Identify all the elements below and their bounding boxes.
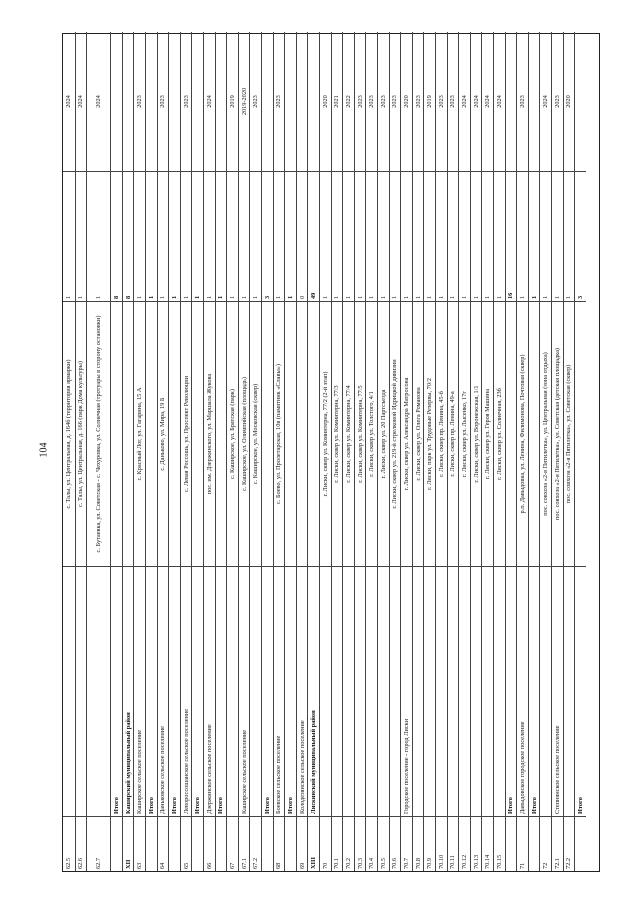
table-row bbox=[400, 32, 412, 871]
row-number: 70.3 bbox=[355, 816, 366, 871]
row-number: 70.2 bbox=[343, 816, 354, 871]
implementation-year: 2023 bbox=[414, 95, 422, 108]
implementation-year: 2020 bbox=[321, 95, 329, 108]
table-row bbox=[75, 32, 87, 871]
settlement-name bbox=[424, 566, 435, 816]
row-number bbox=[506, 816, 517, 871]
row-number bbox=[575, 816, 586, 871]
table-row bbox=[180, 32, 192, 871]
settlement-name: Каширский муниципальный район bbox=[123, 566, 134, 816]
settlement-name: Итого bbox=[146, 566, 157, 816]
row-number: 71 bbox=[517, 816, 528, 871]
object-address: с. Каширское, ул. Московская (сквер) bbox=[250, 301, 261, 566]
object-address bbox=[575, 301, 586, 566]
table-row bbox=[63, 32, 75, 871]
object-address bbox=[529, 301, 540, 566]
object-address bbox=[146, 301, 157, 566]
object-address: г. Лиски, сквер ул. Коминтерна, 77/2 (2-й этап) bbox=[320, 301, 331, 566]
object-count: 1 bbox=[216, 171, 227, 301]
table-row bbox=[365, 32, 377, 871]
object-address: г. Лиски, сквер ул. Солнечная, 23б bbox=[494, 301, 505, 566]
object-count: 1 bbox=[274, 171, 285, 301]
settlement-name: Итого bbox=[111, 566, 122, 816]
object-count: 1 bbox=[355, 171, 366, 301]
object-address: пос. им. Дзержинского, ул. Маршала Жукова bbox=[204, 301, 215, 566]
table-row bbox=[168, 32, 180, 871]
row-number bbox=[216, 816, 227, 871]
table-row bbox=[574, 32, 586, 871]
table-row bbox=[551, 32, 563, 871]
implementation-year bbox=[111, 32, 122, 171]
implementation-year: 2024 bbox=[95, 95, 103, 108]
row-number: 70.5 bbox=[378, 816, 389, 871]
implementation-year bbox=[285, 32, 296, 171]
improvement-objects-table bbox=[62, 33, 600, 872]
row-number: 67.1 bbox=[239, 816, 250, 871]
settlement-name: Дзержинское сельское поселение bbox=[204, 566, 215, 816]
row-number: 72.2 bbox=[564, 816, 575, 871]
table-row bbox=[191, 32, 203, 871]
settlement-name bbox=[250, 566, 261, 816]
implementation-year: 2019 bbox=[228, 95, 236, 108]
table-row bbox=[470, 32, 482, 871]
object-count: 3 bbox=[262, 171, 273, 301]
object-count: 1 bbox=[436, 171, 447, 301]
object-count: 1 bbox=[134, 171, 145, 301]
implementation-year bbox=[123, 32, 134, 171]
object-address: г. Лиски, сквер ул. Александра Матросова bbox=[401, 301, 412, 566]
object-address bbox=[297, 301, 308, 566]
object-count: 1 bbox=[482, 171, 493, 301]
settlement-name: Итого bbox=[529, 566, 540, 816]
row-number: XII bbox=[123, 816, 134, 871]
settlement-name: Каширское сельское поселение bbox=[239, 566, 250, 816]
page-number: 104 bbox=[38, 442, 50, 458]
table-row bbox=[481, 32, 493, 871]
settlement-name: Лискинский муниципальный район bbox=[308, 566, 319, 816]
object-count: 1 bbox=[540, 171, 551, 301]
object-address: г. Лиски, сквер ул. Толстого, 4/1 bbox=[366, 301, 377, 566]
implementation-year bbox=[506, 32, 517, 171]
settlement-name: Итого bbox=[506, 566, 517, 816]
settlement-name: Степнянское сельское поселение bbox=[552, 566, 563, 816]
settlement-name bbox=[494, 566, 505, 816]
object-address: с. Бутаевка, ул. Советская - с. Чехуровка, ул. Солнечная (тротуары в сторону остановки) bbox=[87, 301, 110, 566]
object-address: г. Лиски, парк ул. Трудовые Резервы, 70/2 bbox=[424, 301, 435, 566]
implementation-year bbox=[192, 32, 203, 171]
settlement-name bbox=[471, 566, 482, 816]
object-address: г. Лиски, сквер ул. Олега Романова bbox=[413, 301, 424, 566]
table-row bbox=[435, 32, 447, 871]
table-row bbox=[157, 32, 169, 871]
row-number: 67 bbox=[227, 816, 238, 871]
object-count: 1 bbox=[181, 171, 192, 301]
settlement-name bbox=[540, 566, 551, 816]
settlement-name: Итого bbox=[285, 566, 296, 816]
settlement-name: Каширское сельское поселение bbox=[134, 566, 145, 816]
object-count: 1 bbox=[285, 171, 296, 301]
settlement-name: Итого bbox=[262, 566, 273, 816]
implementation-year: 2024 bbox=[495, 95, 503, 108]
settlement-name: Даньковское сельское поселение bbox=[158, 566, 169, 816]
object-address: г. Лиски, сквер ул. Коминтерна, 77/3 bbox=[332, 301, 343, 566]
settlement-name: Давыдовское городское поселение bbox=[517, 566, 528, 816]
row-number bbox=[285, 816, 296, 871]
object-address: с. Красный Лог, ул. Гагарина, 15 А bbox=[134, 301, 145, 566]
implementation-year: 2024 bbox=[460, 95, 468, 108]
settlement-name bbox=[366, 566, 377, 816]
object-count: 1 bbox=[227, 171, 238, 301]
object-address bbox=[262, 301, 273, 566]
object-address: г. Лиски, сквер пр. Ленина, 45-б bbox=[436, 301, 447, 566]
table-row bbox=[261, 32, 273, 871]
settlement-name bbox=[87, 566, 110, 816]
row-number: 62.6 bbox=[76, 816, 87, 871]
implementation-year: 2024 bbox=[484, 95, 492, 108]
settlement-name bbox=[320, 566, 331, 816]
object-address: с. Талы, ул. Центральная, д. 166 (парк Дома культуры) bbox=[76, 301, 87, 566]
implementation-year: 2024 bbox=[77, 95, 85, 108]
object-count: 1 bbox=[564, 171, 575, 301]
row-number: 70.9 bbox=[424, 816, 435, 871]
table-row bbox=[319, 32, 331, 871]
implementation-year: 2024 bbox=[472, 95, 480, 108]
object-count: 1 bbox=[250, 171, 261, 301]
row-number: 62.5 bbox=[63, 816, 75, 871]
object-address: г. Лиски, сквер пр. Ленина, 49-а bbox=[448, 301, 459, 566]
row-number: 63 bbox=[134, 816, 145, 871]
table-row bbox=[377, 32, 389, 871]
table-row bbox=[296, 32, 308, 871]
object-count: 16 bbox=[506, 171, 517, 301]
object-address: с. Боево, ул. Пролетарская, 10в (памятник «Славы») bbox=[274, 301, 285, 566]
implementation-year bbox=[169, 32, 180, 171]
object-address bbox=[169, 301, 180, 566]
row-number: 70.8 bbox=[413, 816, 424, 871]
row-number bbox=[169, 816, 180, 871]
implementation-year bbox=[216, 32, 227, 171]
row-number: 65 bbox=[181, 816, 192, 871]
row-number: XIII bbox=[308, 816, 319, 871]
implementation-year bbox=[297, 32, 308, 171]
implementation-year: 2019-2020 bbox=[240, 87, 248, 116]
row-number: 70.6 bbox=[390, 816, 401, 871]
table-row bbox=[145, 32, 157, 871]
object-count: 1 bbox=[424, 171, 435, 301]
table-row bbox=[563, 32, 575, 871]
settlement-name: Итого bbox=[192, 566, 203, 816]
row-number: 70.1 bbox=[332, 816, 343, 871]
table-row bbox=[528, 32, 540, 871]
object-count: 1 bbox=[320, 171, 331, 301]
object-count: 1 bbox=[378, 171, 389, 301]
object-address: г. Лиски, сквер ул. Коминтерна, 77/5 bbox=[355, 301, 366, 566]
row-number bbox=[146, 816, 157, 871]
row-number: 70.15 bbox=[494, 816, 505, 871]
object-address bbox=[123, 301, 134, 566]
settlement-name bbox=[227, 566, 238, 816]
object-count: 8 bbox=[111, 171, 122, 301]
object-address: с. Каширское, ул. Олимпийская (площадь) bbox=[239, 301, 250, 566]
row-number: 72.1 bbox=[552, 816, 563, 871]
settlement-name: Городское поселение - город Лиски bbox=[401, 566, 412, 816]
implementation-year: 2024 bbox=[65, 95, 73, 108]
table-row bbox=[458, 32, 470, 871]
table-row bbox=[307, 32, 319, 871]
settlement-name bbox=[332, 566, 343, 816]
table-row bbox=[505, 32, 517, 871]
object-address: с. Левая Россошь, ул. Проспект Революции bbox=[181, 301, 192, 566]
row-number bbox=[192, 816, 203, 871]
row-number: 70.11 bbox=[448, 816, 459, 871]
settlement-name: Итого bbox=[216, 566, 227, 816]
object-count: 1 bbox=[158, 171, 169, 301]
table-row bbox=[516, 32, 528, 871]
object-count: 1 bbox=[239, 171, 250, 301]
implementation-year: 2020 bbox=[565, 95, 573, 108]
table-row bbox=[342, 32, 354, 871]
implementation-year: 2023 bbox=[518, 95, 526, 108]
table-row bbox=[86, 32, 110, 871]
object-address: с. Талы, ул. Центральная, д. 164б (территория ярмарки) bbox=[63, 301, 75, 566]
implementation-year: 2023 bbox=[275, 95, 283, 108]
row-number bbox=[529, 816, 540, 871]
object-count: 8 bbox=[123, 171, 134, 301]
implementation-year: 2023 bbox=[356, 95, 364, 108]
settlement-name: Итого bbox=[575, 566, 586, 816]
settlement-name bbox=[459, 566, 470, 816]
implementation-year: 2024 bbox=[205, 95, 213, 108]
object-address bbox=[308, 301, 319, 566]
row-number bbox=[111, 816, 122, 871]
table-row bbox=[122, 32, 134, 871]
table-row bbox=[389, 32, 401, 871]
object-count: 1 bbox=[390, 171, 401, 301]
implementation-year: 2021 bbox=[333, 95, 341, 108]
row-number: 68 bbox=[274, 816, 285, 871]
implementation-year: 2022 bbox=[344, 95, 352, 108]
implementation-year: 2023 bbox=[252, 95, 260, 108]
settlement-name bbox=[448, 566, 459, 816]
implementation-year bbox=[262, 32, 273, 171]
object-address: г. Лиски, сквер ул. Воронежская, 1/1 bbox=[471, 301, 482, 566]
row-number bbox=[262, 816, 273, 871]
row-number: 64 bbox=[158, 816, 169, 871]
table-row bbox=[238, 32, 250, 871]
table-row bbox=[331, 32, 343, 871]
row-number: 70.7 bbox=[401, 816, 412, 871]
row-number: 72 bbox=[540, 816, 551, 871]
table-row bbox=[133, 32, 145, 871]
row-number: 62.7 bbox=[87, 816, 110, 871]
row-number: 66 bbox=[204, 816, 215, 871]
settlement-name: Левороссошанское сельское поселение bbox=[181, 566, 192, 816]
object-count: 1 bbox=[459, 171, 470, 301]
object-count: 1 bbox=[343, 171, 354, 301]
implementation-year: 2023 bbox=[136, 95, 144, 108]
implementation-year bbox=[308, 32, 319, 171]
settlement-name bbox=[564, 566, 575, 816]
settlement-name: Итого bbox=[169, 566, 180, 816]
table-row bbox=[249, 32, 261, 871]
settlement-name bbox=[482, 566, 493, 816]
implementation-year bbox=[575, 32, 586, 171]
object-address: с. Даньково, ул. Мира, 19 Б bbox=[158, 301, 169, 566]
object-address bbox=[216, 301, 227, 566]
object-count: 1 bbox=[192, 171, 203, 301]
object-address: г. Лиски, сквер ул. 20 Партсъезда bbox=[378, 301, 389, 566]
implementation-year: 2024 bbox=[542, 95, 550, 108]
settlement-name: Колодезянское сельское поселение bbox=[297, 566, 308, 816]
implementation-year: 2023 bbox=[182, 95, 190, 108]
table-row bbox=[273, 32, 285, 871]
row-number: 70.12 bbox=[459, 816, 470, 871]
settlement-name bbox=[436, 566, 447, 816]
table-row bbox=[284, 32, 296, 871]
settlement-name bbox=[413, 566, 424, 816]
implementation-year bbox=[529, 32, 540, 171]
object-count: 0 bbox=[297, 171, 308, 301]
object-address: г. Лиски, сквер ул. Лысенко, 17г bbox=[459, 301, 470, 566]
object-count: 1 bbox=[494, 171, 505, 301]
object-count: 1 bbox=[204, 171, 215, 301]
row-number: 69 bbox=[297, 816, 308, 871]
object-address bbox=[111, 301, 122, 566]
object-address: пос. совхоза «2-я Пятилетка», ул. Центральная (зона отдыха) bbox=[540, 301, 551, 566]
settlement-name bbox=[76, 566, 87, 816]
settlement-name bbox=[390, 566, 401, 816]
object-count: 1 bbox=[76, 171, 87, 301]
object-count: 1 bbox=[413, 171, 424, 301]
object-count: 1 bbox=[401, 171, 412, 301]
object-address: пос. совхоза «2-я Пятилетка», ул. Советская (детская площадка) bbox=[552, 301, 563, 566]
object-address: г. Лиски, сквер ул. Коминтерна, 77/4 bbox=[343, 301, 354, 566]
object-count: 3 bbox=[575, 171, 586, 301]
implementation-year: 2023 bbox=[391, 95, 399, 108]
table-row bbox=[539, 32, 551, 871]
implementation-year: 2023 bbox=[159, 95, 167, 108]
row-number: 70 bbox=[320, 816, 331, 871]
implementation-year: 2023 bbox=[449, 95, 457, 108]
settlement-name bbox=[355, 566, 366, 816]
table-row bbox=[447, 32, 459, 871]
row-number: 67.2 bbox=[250, 816, 261, 871]
implementation-year: 2019 bbox=[426, 95, 434, 108]
object-count: 49 bbox=[308, 171, 319, 301]
table-row bbox=[226, 32, 238, 871]
row-number: 70.10 bbox=[436, 816, 447, 871]
table-row bbox=[354, 32, 366, 871]
table-row bbox=[412, 32, 424, 871]
settlement-name bbox=[343, 566, 354, 816]
row-number: 70.14 bbox=[482, 816, 493, 871]
settlement-name: Боевское сельское поселение bbox=[274, 566, 285, 816]
object-address: пос. совхоза «2-я Пятилетка», ул. Советская (сквер) bbox=[564, 301, 575, 566]
object-count: 1 bbox=[471, 171, 482, 301]
object-count: 1 bbox=[366, 171, 377, 301]
table-row bbox=[203, 32, 215, 871]
object-address bbox=[285, 301, 296, 566]
object-count: 1 bbox=[552, 171, 563, 301]
table-row bbox=[110, 32, 122, 871]
object-count: 1 bbox=[529, 171, 540, 301]
implementation-year bbox=[146, 32, 157, 171]
object-count: 1 bbox=[169, 171, 180, 301]
settlement-name bbox=[378, 566, 389, 816]
object-address: р.п. Давыдовка, ул. Ленина, Филимонова, Почтовая (сквер) bbox=[517, 301, 528, 566]
implementation-year: 2023 bbox=[368, 95, 376, 108]
object-address: г. Лиски, сквер ул. 219-й стрелковой Идрицкой дивизии bbox=[390, 301, 401, 566]
row-number: 70.4 bbox=[366, 816, 377, 871]
table-row bbox=[493, 32, 505, 871]
table-row bbox=[215, 32, 227, 871]
settlement-name bbox=[63, 566, 75, 816]
object-count: 1 bbox=[332, 171, 343, 301]
object-count: 1 bbox=[448, 171, 459, 301]
object-count: 1 bbox=[63, 171, 75, 301]
object-count: 1 bbox=[146, 171, 157, 301]
implementation-year: 2023 bbox=[379, 95, 387, 108]
object-address bbox=[192, 301, 203, 566]
row-number: 70.13 bbox=[471, 816, 482, 871]
object-address: с. Каширское, ул. Братская (парк) bbox=[227, 301, 238, 566]
implementation-year: 2020 bbox=[402, 95, 410, 108]
object-address: г. Лиски, сквер ул. Героя Машина bbox=[482, 301, 493, 566]
object-count: 1 bbox=[87, 171, 110, 301]
object-count: 1 bbox=[517, 171, 528, 301]
implementation-year: 2023 bbox=[553, 95, 561, 108]
object-address bbox=[506, 301, 517, 566]
implementation-year: 2023 bbox=[437, 95, 445, 108]
table-row bbox=[423, 32, 435, 871]
